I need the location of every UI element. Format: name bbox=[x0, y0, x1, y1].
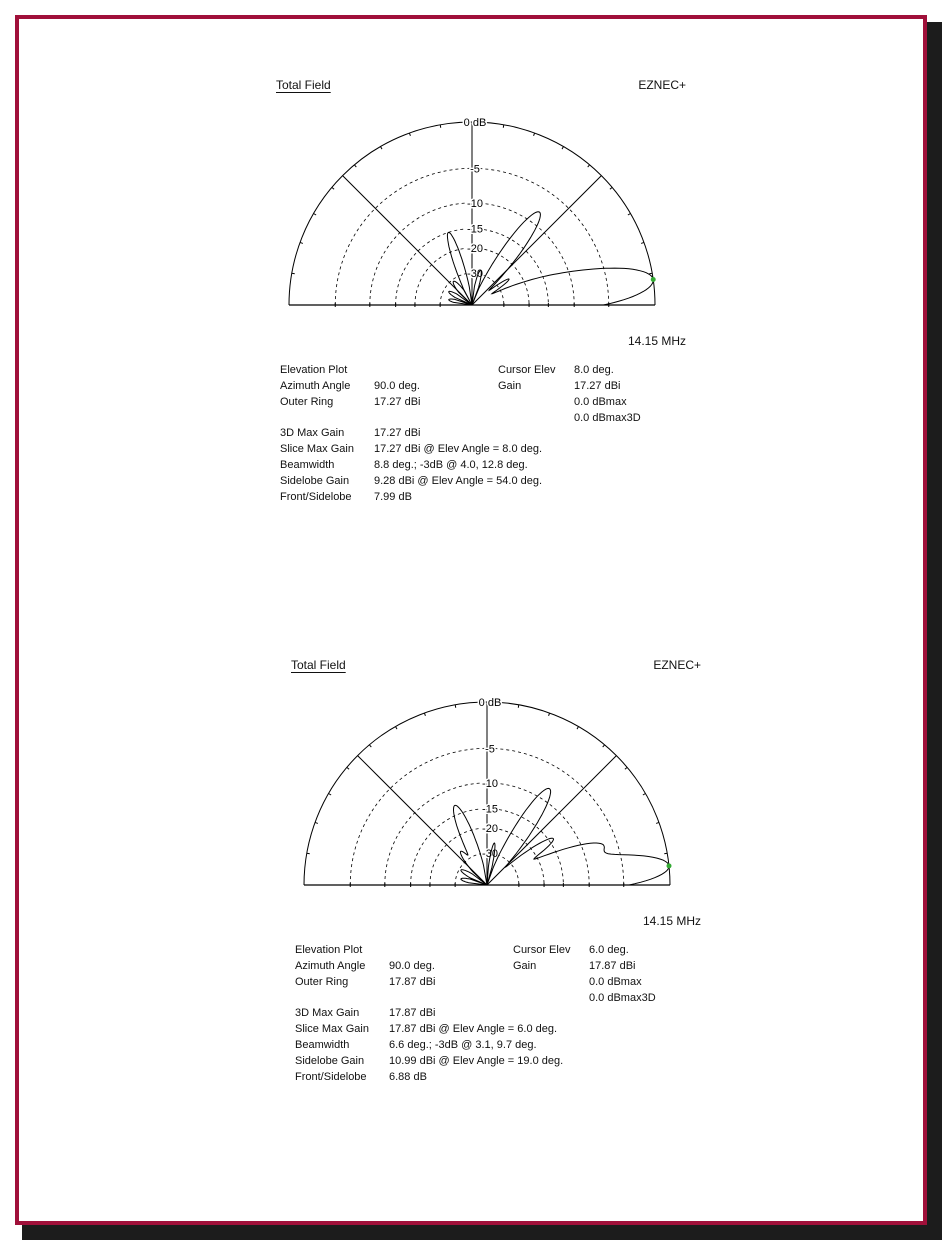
outer-tick bbox=[641, 242, 644, 243]
sidelobe-value: 9.28 dBi @ Elev Angle = 54.0 deg. bbox=[374, 475, 543, 487]
cursor-elev-label: Cursor Elev bbox=[498, 364, 556, 376]
outer-tick bbox=[315, 822, 318, 823]
ring-label: -5 bbox=[470, 163, 480, 176]
outer-ring-value: 17.27 dBi bbox=[374, 396, 421, 408]
slice-max-value: 17.87 dBi @ Elev Angle = 6.0 deg. bbox=[389, 1023, 558, 1035]
ring-label: -20 bbox=[467, 242, 483, 255]
plot-title: Total Field bbox=[276, 78, 331, 92]
max3d-label: 3D Max Gain bbox=[280, 427, 345, 439]
dbmax3d-value: 0.0 dBmax3D bbox=[574, 412, 641, 424]
max3d-value: 17.87 dBi bbox=[389, 1007, 436, 1019]
outer-tick bbox=[307, 853, 310, 854]
slice-max-label: Slice Max Gain bbox=[295, 1023, 369, 1035]
plot-type-label: Elevation Plot bbox=[280, 364, 348, 376]
sidelobe-value: 10.99 dBi @ Elev Angle = 19.0 deg. bbox=[389, 1055, 564, 1067]
gain-label: Gain bbox=[498, 380, 522, 392]
azimuth-label: Azimuth Angle bbox=[280, 380, 351, 392]
cursor-elev-value: 8.0 deg. bbox=[574, 364, 614, 376]
outer-tick bbox=[577, 727, 579, 730]
dbmax-value: 0.0 dBmax bbox=[574, 396, 627, 408]
outer-tick bbox=[424, 713, 425, 716]
cursor-elev-value: 6.0 deg. bbox=[589, 944, 629, 956]
outer-tick bbox=[503, 125, 504, 128]
azimuth-value: 90.0 deg. bbox=[374, 380, 420, 392]
sidelobe-label: Sidelobe Gain bbox=[295, 1055, 365, 1067]
outer-tick bbox=[562, 147, 564, 150]
outer-tick bbox=[347, 767, 349, 769]
frequency-label: 14.15 MHz bbox=[642, 914, 701, 928]
beamwidth-value: 6.6 deg.; -3dB @ 3.1, 9.7 deg. bbox=[389, 1039, 537, 1051]
outer-tick bbox=[610, 187, 612, 189]
dbmax-value: 0.0 dBmax bbox=[589, 976, 642, 988]
plot-type-label: Elevation Plot bbox=[295, 944, 363, 956]
outer-tick bbox=[664, 853, 667, 854]
outer-tick bbox=[603, 745, 605, 747]
outer-tick bbox=[518, 705, 519, 708]
cursor-marker bbox=[666, 863, 671, 868]
ring-label: -20 bbox=[482, 822, 498, 835]
outer-tick bbox=[292, 273, 295, 274]
diagonal-axis bbox=[472, 176, 601, 305]
outer-tick bbox=[440, 125, 441, 128]
front-sidelobe-value: 7.99 dB bbox=[374, 491, 412, 503]
polar-chart-2 bbox=[291, 688, 691, 898]
outer-tick bbox=[649, 273, 652, 274]
max3d-label: 3D Max Gain bbox=[295, 1007, 360, 1019]
dbmax3d-value: 0.0 dBmax3D bbox=[589, 992, 656, 1004]
outer-tick bbox=[329, 794, 332, 796]
slice-max-value: 17.27 dBi @ Elev Angle = 8.0 deg. bbox=[374, 443, 543, 455]
cursor-marker bbox=[651, 277, 656, 282]
ring-label: -30 bbox=[482, 848, 498, 861]
ring-label: 0 dB bbox=[463, 117, 487, 129]
ring-label: -10 bbox=[482, 777, 498, 790]
outer-tick bbox=[656, 822, 659, 823]
outer-tick bbox=[396, 727, 398, 730]
outer-ring-label: Outer Ring bbox=[280, 396, 334, 408]
beamwidth-label: Beamwidth bbox=[295, 1039, 350, 1051]
outer-tick bbox=[381, 147, 383, 150]
cursor-elev-label: Cursor Elev bbox=[513, 944, 571, 956]
gain-value: 17.27 dBi bbox=[574, 380, 621, 392]
outer-ring-value: 17.87 dBi bbox=[389, 976, 436, 988]
max3d-value: 17.27 dBi bbox=[374, 427, 421, 439]
beamwidth-value: 8.8 deg.; -3dB @ 4.0, 12.8 deg. bbox=[374, 459, 528, 471]
brand-label: EZNEC+ bbox=[638, 78, 686, 92]
outer-tick bbox=[588, 165, 590, 167]
outer-tick bbox=[549, 713, 550, 716]
outer-tick bbox=[455, 705, 456, 708]
gain-value: 17.87 dBi bbox=[589, 960, 636, 972]
front-sidelobe-label: Front/Sidelobe bbox=[280, 491, 352, 503]
azimuth-label: Azimuth Angle bbox=[295, 960, 366, 972]
azimuth-value: 90.0 deg. bbox=[389, 960, 435, 972]
front-sidelobe-value: 6.88 dB bbox=[389, 1071, 427, 1083]
gain-label: Gain bbox=[513, 960, 537, 972]
outer-tick bbox=[534, 133, 535, 136]
polar-chart-1 bbox=[276, 108, 676, 318]
outer-tick bbox=[643, 794, 646, 796]
outer-tick bbox=[300, 242, 303, 243]
plot-title: Total Field bbox=[291, 658, 346, 672]
ring-label: -15 bbox=[467, 223, 483, 236]
frequency-label: 14.15 MHz bbox=[627, 334, 686, 348]
outer-tick bbox=[332, 187, 334, 189]
beamwidth-label: Beamwidth bbox=[280, 459, 335, 471]
outer-tick bbox=[409, 133, 410, 136]
plot-panel-2 bbox=[291, 658, 711, 1098]
ring-label: -30 bbox=[467, 268, 483, 281]
front-sidelobe-label: Front/Sidelobe bbox=[295, 1071, 367, 1083]
outer-tick bbox=[314, 214, 317, 216]
outer-tick bbox=[369, 745, 371, 747]
ring-label: 0 dB bbox=[478, 697, 502, 709]
diagonal-axis bbox=[343, 176, 472, 305]
outer-tick bbox=[354, 165, 356, 167]
slice-max-label: Slice Max Gain bbox=[280, 443, 354, 455]
brand-label: EZNEC+ bbox=[653, 658, 701, 672]
outer-tick bbox=[628, 214, 631, 216]
plot-panel-1 bbox=[276, 78, 696, 518]
outer-ring-label: Outer Ring bbox=[295, 976, 349, 988]
ring-label: -10 bbox=[467, 197, 483, 210]
ring-label: -15 bbox=[482, 803, 498, 816]
sidelobe-label: Sidelobe Gain bbox=[280, 475, 350, 487]
outer-tick bbox=[625, 767, 627, 769]
ring-label: -5 bbox=[485, 743, 495, 756]
